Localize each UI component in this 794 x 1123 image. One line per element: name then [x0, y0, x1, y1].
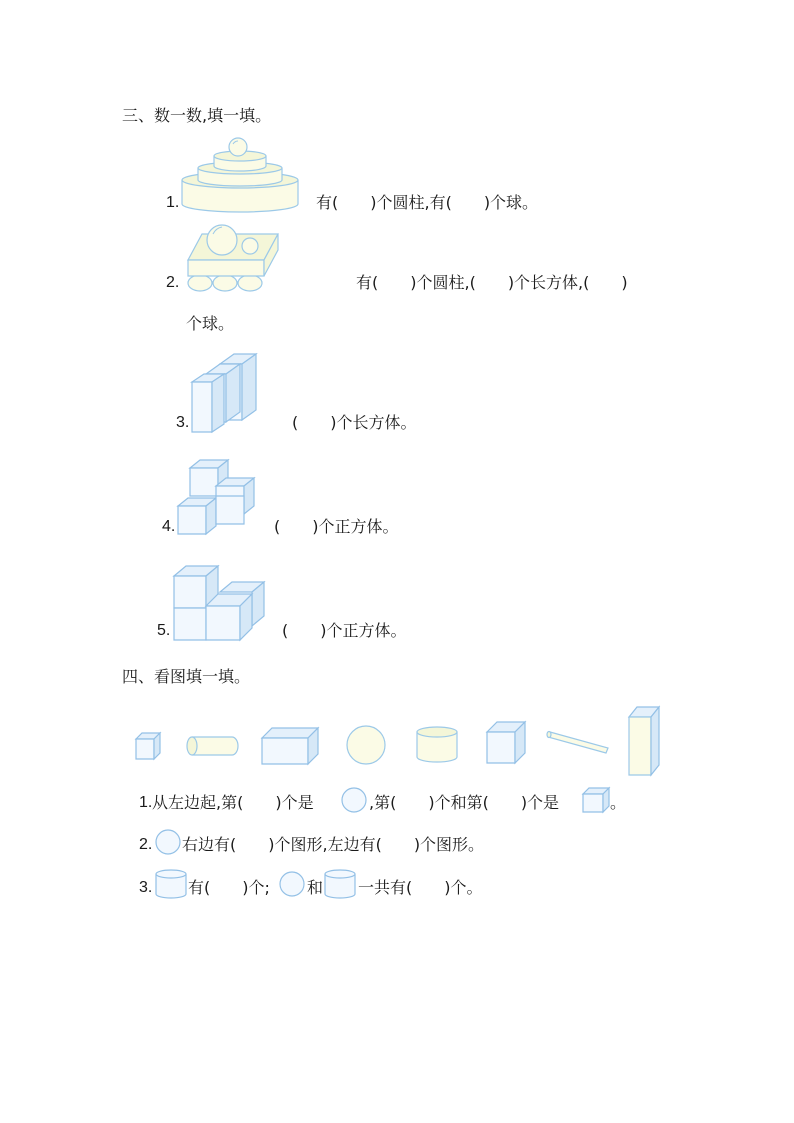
- shape-6-cube: [485, 720, 527, 766]
- cube-icon: [581, 786, 611, 814]
- cubes-stack-figure: [176, 456, 260, 536]
- s4-q3-part1: 有( )个;: [188, 878, 270, 897]
- q4-number: 4.: [162, 518, 176, 535]
- q4-text: ( )个正方体。: [274, 517, 399, 536]
- shape-4-sphere: [344, 723, 388, 767]
- cubes-figure: [172, 562, 268, 642]
- s4-q2-number: 2.: [139, 836, 153, 853]
- shape-1-cube: [134, 731, 162, 761]
- s4-q1-number: 1.: [139, 794, 153, 811]
- q5-text: ( )个正方体。: [282, 621, 407, 640]
- s4-q3-part3: 一共有( )个。: [358, 878, 483, 897]
- s4-q3-part2: 和: [307, 878, 324, 897]
- shape-7-thin-cylinder: [546, 729, 612, 755]
- q5-number: 5.: [157, 622, 171, 639]
- q3-number: 3.: [176, 414, 190, 431]
- s4-q1-part1: 从左边起,第( )个是: [152, 793, 314, 812]
- sphere-icon: [154, 828, 182, 856]
- q3-text: ( )个长方体。: [292, 413, 417, 432]
- s4-q2-part1: 右边有( )个图形,左边有( )个图形。: [182, 835, 485, 854]
- sphere-icon: [340, 786, 368, 814]
- cylinder-icon: [154, 869, 188, 899]
- s4-q1-part3: 。: [610, 793, 627, 812]
- section3-title: 三、数一数,填一填。: [122, 106, 272, 125]
- section4-title: 四、看图填一填。: [122, 667, 251, 686]
- cuboids-figure: [190, 352, 260, 434]
- q2-text-cont: 个球。: [186, 314, 235, 333]
- q2-number: 2.: [166, 274, 180, 291]
- stacked-cylinders-figure: [178, 136, 302, 216]
- q2-text: 有( )个圆柱,( )个长方体,( ): [356, 273, 628, 292]
- s4-q3-number: 3.: [139, 879, 153, 896]
- shape-3-cuboid: [260, 726, 320, 766]
- shape-5-cylinder: [414, 725, 460, 765]
- shape-8-tall-cuboid: [627, 705, 661, 777]
- q1-number: 1.: [166, 194, 180, 211]
- s4-q1-part2: ,第( )个和第( )个是: [369, 793, 560, 812]
- cylinder-icon: [323, 869, 357, 899]
- shape-2-cylinder: [186, 735, 240, 757]
- q1-text: 有( )个圆柱,有( )个球。: [316, 193, 539, 212]
- sphere-icon: [278, 870, 306, 898]
- board-on-cylinders-figure: [182, 220, 282, 294]
